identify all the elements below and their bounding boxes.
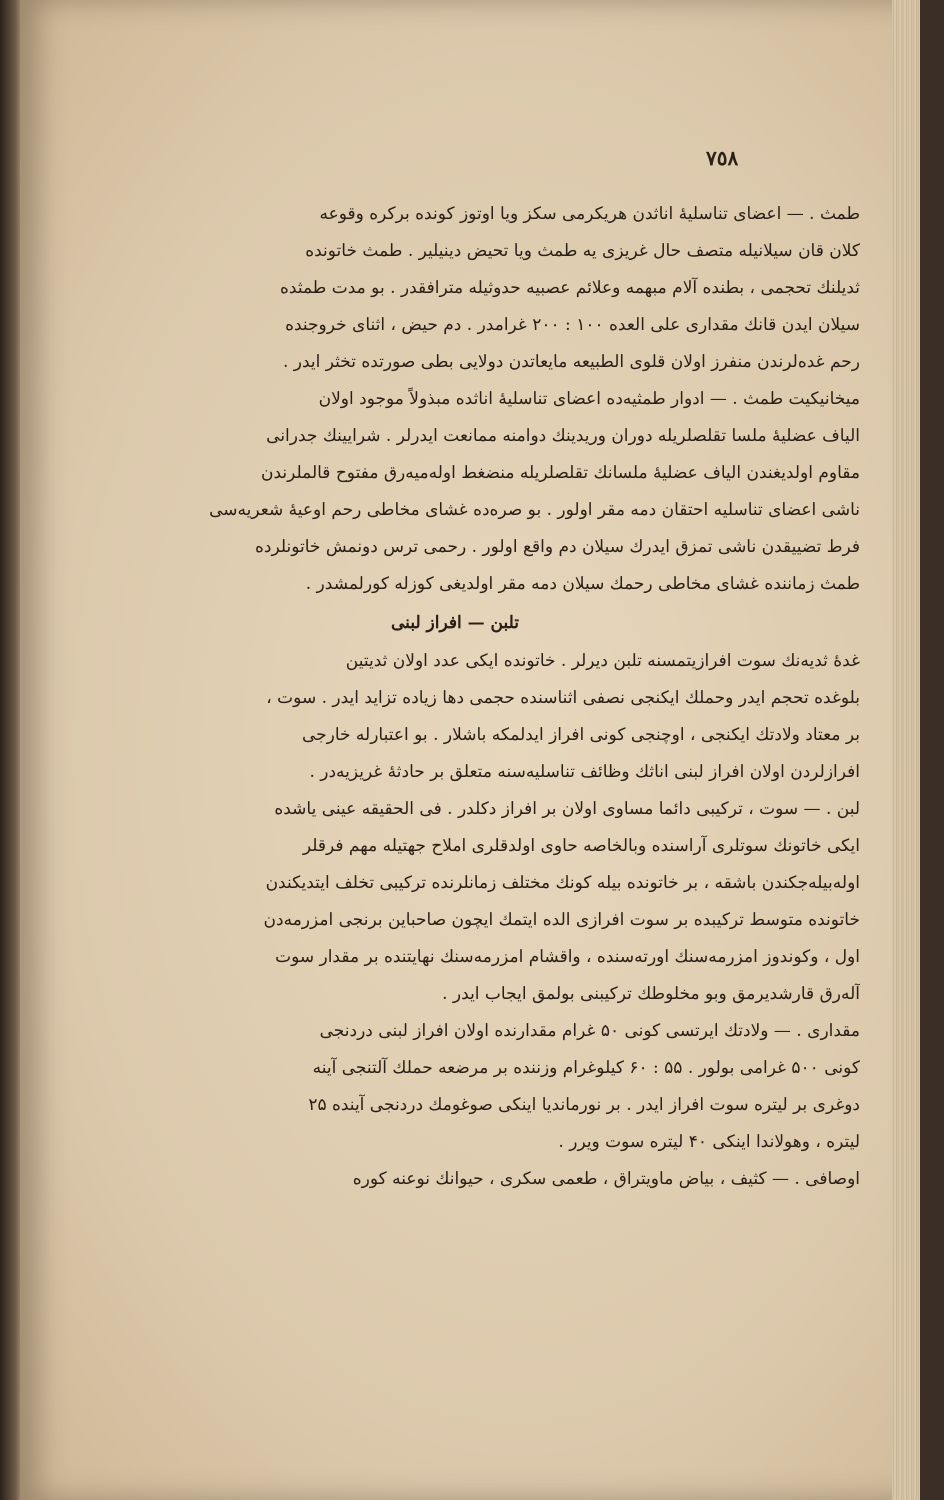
text-line: طمث . — اعضای تناسلیهٔ اناثدن هریکرمی سکز ویا اوتوز کونده برکره وقوعه xyxy=(319,204,860,224)
text-line: کلان قان سیلانیله متصف حال غریزی یه طمث ویا تحیض دینیلیر . طمث خاتونده xyxy=(305,241,860,261)
text-line: کونی ۵۰۰ غرامی بولور . ۵۵ : ۶۰ کیلوغرام وزننده بر مرضعه حملك آلتنجی آینه xyxy=(312,1058,860,1078)
page-number: ٧٥٨ xyxy=(706,146,739,170)
text-line: ایکی خاتونك سوتلری آراسنده وبالخاصه حاوی اولدقلری املاح جهتیله مهم فرقلر xyxy=(302,836,860,856)
text-line: مقاوم اولدیغندن الیاف عضلیهٔ ملسانك تقلصلریله منضغط اوله‌میه‌رق مفتوح قالملرندن xyxy=(260,463,860,483)
text-line: میخانیکیت طمث . — ادوار طمثیه‌ده اعضای تناسلیهٔ اناثده مبذولاً موجود اولان xyxy=(318,389,860,409)
text-line: فرط تضییقدن ناشی تمزق ایدرك سیلان دم واقع اولور . رحمی ترس دونمش خاتونلرده xyxy=(255,537,860,557)
text-line: بلوغده تحجم ایدر وحملك ایکنجی نصفی اثناسنده حجمی دها زیاده تزاید ایدر . سوت ، xyxy=(266,688,860,708)
previous-page-edge xyxy=(0,0,22,1500)
text-line: اوصافی . — کثیف ، بیاض ماویتراق ، طعمی سکری ، حیوانك نوعنه کوره xyxy=(352,1169,860,1189)
section-heading: تلبن — افراز لبنی xyxy=(391,613,519,633)
text-line: سیلان ایدن قانك مقداری علی العده ۱۰۰ : ۲۰۰ غرامدر . دم حیض ، اثنای خروجنده xyxy=(285,315,860,335)
page-edges xyxy=(892,0,920,1500)
text-line: رحم غده‌لرندن منفرز اولان قلوی الطبیعه مایعاتدن دولایی بطی صورتده تخثر ایدر . xyxy=(282,352,860,372)
text-line: دوغری بر لیتره سوت افراز ایدر . بر نورماندیا اینکی صوغومك دردنجی آینده ۲۵ xyxy=(308,1095,860,1115)
text-line: ثدیلنك تحجمی ، بطنده آلام مبهمه وعلائم عصبیه حدوثیله مترافقدر . بو مدت طمثده xyxy=(280,278,860,298)
text-line: الیاف عضلیهٔ ملسا تقلصلریله دوران وریدینك دوامنه ممانعت ایدرلر . شرایینك جدرانی xyxy=(266,426,860,446)
text-line: ناشی اعضای تناسلیه احتقان دمه مقر اولور . بو صره‌ده غشای مخاطی رحم اوعیهٔ شعریه‌سی xyxy=(209,500,860,520)
text-line: اوله‌بیله‌جکندن باشقه ، بر خاتونده بیله کونك مختلف زمانلرنده ترکیبی تخلف ایتدیکندن xyxy=(265,873,860,893)
text-line: بر معتاد ولادتك ایکنجی ، اوچنجی کونی افراز ایدلمکه باشلار . بو اعتبارله خارجی xyxy=(301,725,860,745)
text-line: غدهٔ ثدیه‌نك سوت افرازیتمسنه تلبن دیرلر . خاتونده ایکی عدد اولان ثدیتین xyxy=(345,651,860,671)
page-text xyxy=(50,196,860,1198)
text-line: طمث زماننده غشای مخاطی رحمك سیلان دمه مقر اولدیغی کوزله کورلمشدر . xyxy=(305,574,860,594)
text-line: اول ، وکوندوز امزرمه‌سنك اورته‌سنده ، واقشام امزرمه‌سنك نهایتنده بر مقدار سوت xyxy=(275,947,860,967)
text-line: لیتره ، وهولاندا اینکی ۴۰ لیتره سوت ویرر . xyxy=(558,1132,860,1152)
text-line: آله‌رق قارشدیرمق وبو مخلوطك ترکیبنی بولمق ایجاب ایدر . xyxy=(442,984,860,1004)
text-line: مقداری . — ولادتك ایرتسی کونی ۵۰ غرام مقدارنده اولان افراز لبنی دردنجی xyxy=(319,1021,860,1041)
text-line: افرازلردن اولان افراز لبنی اناثك وظائف تناسلیه‌سنه متعلق بر حادثهٔ غریزیه‌در . xyxy=(309,762,860,782)
text-line: خاتونده متوسط ترکیبده بر سوت افرازی الده ایتمك ایچون صاحباین برنجی امزرمه‌دن xyxy=(263,910,860,930)
text-line: لبن . — سوت ، ترکیبی دائما مساوی اولان بر افراز دکلدر . فی الحقیقه عینی یاشده xyxy=(274,799,860,819)
